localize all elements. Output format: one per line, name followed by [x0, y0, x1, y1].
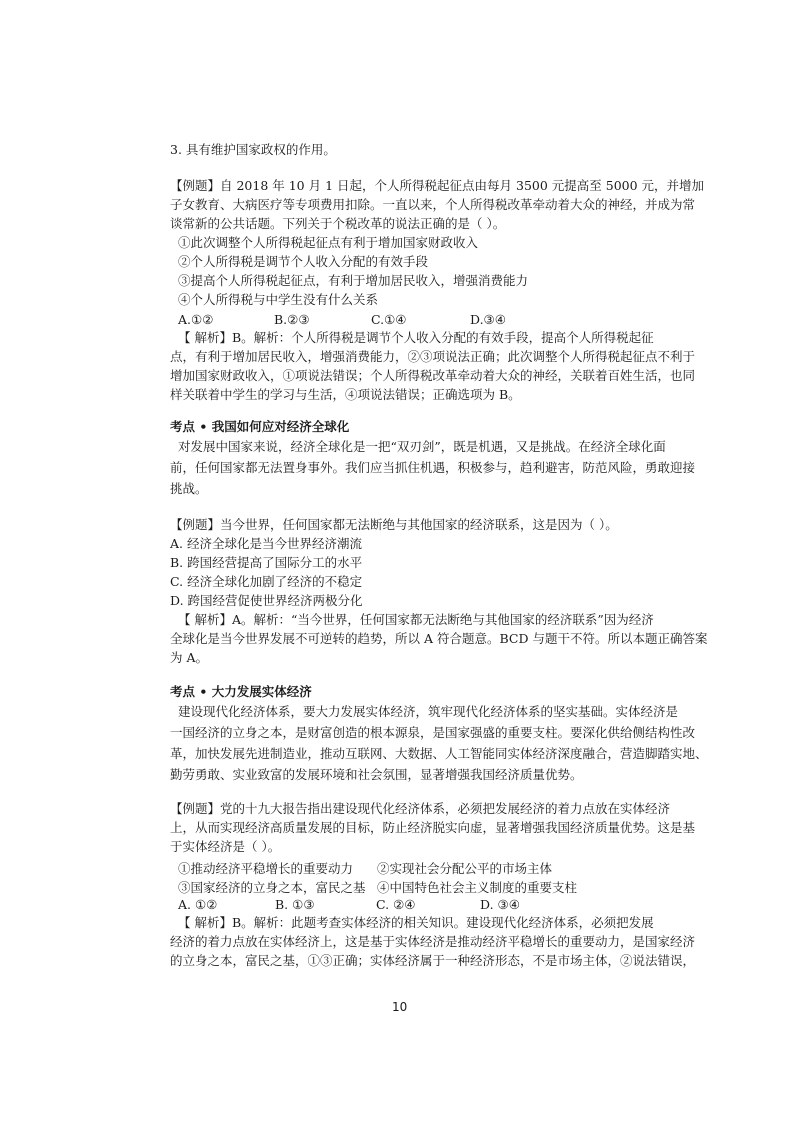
section3-body-line: 勤劳勇敢、实业致富的发展环境和社会氛围，显著增强我国经济质量优势。 — [170, 767, 583, 782]
example1-answer-line: 增加国家财政收入，①项说法错误；个人所得税改革牵动着大众的神经，关联着百姓生活，也同 — [170, 368, 696, 383]
example2-choice-c: C. 经济全球化加剧了经济的不稳定 — [170, 574, 363, 589]
section3-body-line: 一国经济的立身之本，是财富创造的根本源泉，是国家强盛的重要支柱。要深化供给侧结构性改 — [170, 725, 696, 740]
intro-line: 3. 具有维护国家政权的作用。 — [170, 142, 336, 157]
section2-body-line: 前，任何国家都无法置身事外。我们应当抓住机遇，积极参与，趋利避害，防范风险，勇敢迎接 — [170, 460, 696, 475]
example1-question-line: 子女教育、大病医疗等专项费用扣除。一直以来，个人所得税改革牵动着大众的神经，并成为常 — [170, 197, 696, 212]
option-c: C.①④ — [371, 312, 407, 327]
example2-answer-line: 为 A。 — [170, 650, 209, 665]
example3-question-line: 上，从而实现经济高质量发展的目标，防止经济脱实向虚，显著增强我国经济质量优势。这是基 — [170, 820, 696, 835]
example3-statement: ①推动经济平稳增长的重要动力 — [178, 861, 354, 876]
section3-body-line: 革，加快发展先进制造业，推动互联网、大数据、人工智能同实体经济深度融合，营造脚踏实地、 — [170, 746, 708, 761]
example3-statement: ③国家经济的立身之本，富民之基 — [178, 880, 366, 895]
example2-choice-a: A. 经济全球化是当今世界经济潮流 — [170, 536, 362, 551]
example1-question-line: 谈常新的公共话题。下列关于个税改革的说法正确的是（ ）。 — [170, 216, 506, 231]
example2-answer-line: 【 解析】A。解析：“当今世界，任何国家都无法断绝与其他国家的经济联系”因为经济 — [178, 612, 654, 627]
example1-statement: ②个人所得税是调节个人收入分配的有效手段 — [178, 254, 429, 269]
example2-choice-d: D. 跨国经营促使世界经济两极分化 — [170, 593, 363, 608]
section2-body-line: 挑战。 — [170, 481, 208, 496]
section-heading-real-economy: 考点 • 大力发展实体经济 — [170, 684, 312, 699]
example3-question-line: 【例题】党的十九大报告指出建设现代化经济体系，必须把发展经济的着力点放在实体经济 — [170, 801, 671, 816]
option-d: D.③④ — [470, 312, 506, 327]
option-b: B.②③ — [274, 312, 310, 327]
example1-answer-line: 样关联着中学生的学习与生活，④项说法错误；正确选项为 B。 — [170, 387, 521, 402]
example1-statement: ①此次调整个人所得税起征点有利于增加国家财政收入 — [178, 235, 479, 250]
option-c: C. ②④ — [376, 897, 416, 912]
example3-answer-line: 经济的着力点放在实体经济上，这是基于实体经济是推动经济平稳增长的重要动力，是国家经济 — [170, 934, 696, 949]
option-a: A. ①② — [178, 897, 218, 912]
example1-statement: ④个人所得税与中学生没有什么关系 — [178, 292, 379, 307]
example2-answer-line: 全球化是当今世界发展不可逆转的趋势，所以 A 符合题意。BCD 与题干不符。所以本题正确答案 — [170, 631, 708, 646]
option-b: B. ①③ — [275, 897, 315, 912]
example3-answer-line: 的立身之本，富民之基，①③正确；实体经济属于一种经济形态，不是市场主体，②说法错误， — [170, 953, 696, 968]
example3-answer-line: 【 解析】B。解析：此题考查实体经济的相关知识。建设现代化经济体系，必须把发展 — [178, 915, 654, 930]
option-a: A.①② — [178, 312, 214, 327]
section2-body-line: 对发展中国家来说，经济全球化是一把“双刃剑”，既是机遇，又是挑战。在经济全球化面 — [178, 439, 666, 454]
example2-question: 【例题】当今世界，任何国家都无法断绝与其他国家的经济联系，这是因为（ ）。 — [170, 517, 618, 532]
example3-statement: ②实现社会分配公平的市场主体 — [377, 861, 553, 876]
example3-statement: ④中国特色社会主义制度的重要支柱 — [377, 880, 578, 895]
example1-answer-line: 【 解析】B。解析：个人所得税是调节个人收入分配的有效手段，提高个人所得税起征 — [178, 330, 654, 345]
page-number: 10 — [392, 1000, 408, 1014]
section3-body-line: 建设现代化经济体系，要大力发展实体经济，筑牢现代化经济体系的坚实基础。实体经济是 — [178, 704, 679, 719]
option-d: D. ③④ — [480, 897, 520, 912]
example1-statement: ③提高个人所得税起征点，有利于增加居民收入，增强消费能力 — [178, 273, 529, 288]
example1-answer-line: 点，有利于增加居民收入，增强消费能力，②③项说法正确；此次调整个人所得税起征点不利于 — [170, 349, 696, 364]
example2-choice-b: B. 跨国经营提高了国际分工的水平 — [170, 555, 363, 570]
section-heading-globalization: 考点 • 我国如何应对经济全球化 — [170, 419, 350, 434]
example3-question-line: 于实体经济是（ ）。 — [170, 839, 281, 854]
example1-question-line: 【例题】自 2018 年 10 月 1 日起，个人所得税起征点由每月 3500 元提高至 5000 元，并增加 — [170, 178, 705, 193]
